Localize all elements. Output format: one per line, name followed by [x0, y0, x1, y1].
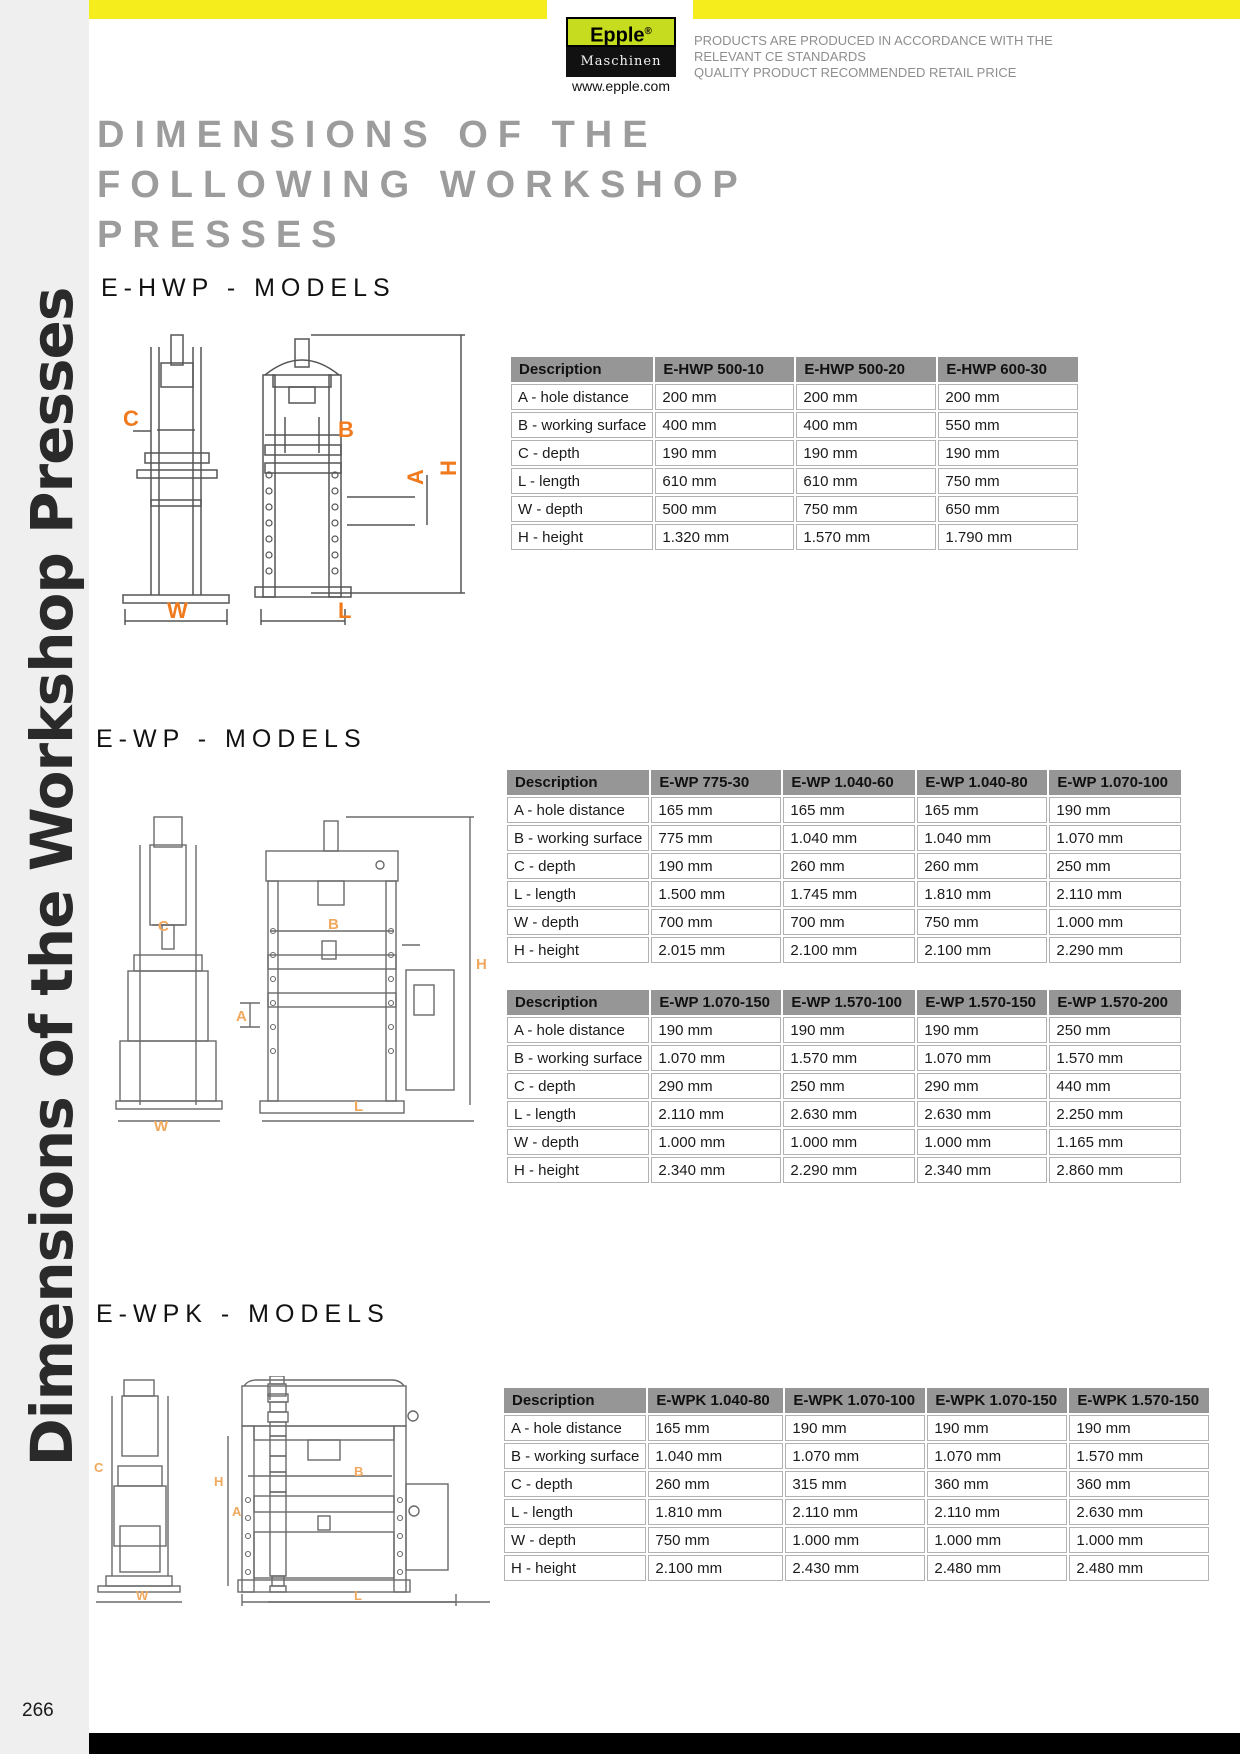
- column-header: Description: [504, 1388, 646, 1413]
- column-header: E-WPK 1.070-150: [927, 1388, 1067, 1413]
- column-header: E-WP 1.070-100: [1049, 770, 1181, 795]
- table-cell: 190 mm: [917, 1017, 1047, 1043]
- table-cell: 2.250 mm: [1049, 1101, 1181, 1127]
- label-a: A: [232, 1504, 242, 1519]
- notice-line-3: QUALITY PRODUCT RECOMMENDED RETAIL PRICE: [694, 65, 1017, 80]
- table-cell: 1.000 mm: [927, 1527, 1067, 1553]
- label-w: W: [167, 598, 188, 623]
- table-cell: C - depth: [507, 853, 649, 879]
- column-header: E-WP 775-30: [651, 770, 781, 795]
- table-cell: 2.110 mm: [785, 1499, 925, 1525]
- logo-brand: Epple: [590, 24, 645, 47]
- table-cell: L - length: [507, 1101, 649, 1127]
- table-cell: 260 mm: [917, 853, 1047, 879]
- table-cell: 750 mm: [938, 468, 1078, 494]
- column-header: Description: [507, 990, 649, 1015]
- table-cell: 190 mm: [655, 440, 794, 466]
- label-l: L: [354, 1098, 364, 1115]
- table-cell: 1.790 mm: [938, 524, 1078, 550]
- table-cell: 610 mm: [655, 468, 794, 494]
- notice-line-2: RELEVANT CE STANDARDS: [694, 49, 866, 64]
- table-row: [504, 1499, 1209, 1525]
- column-header: E-HWP 500-20: [796, 357, 936, 382]
- table-cell: 1.000 mm: [1069, 1527, 1209, 1553]
- table-header-row: [507, 990, 1181, 1015]
- table-cell: 250 mm: [1049, 1017, 1181, 1043]
- table-cell: 315 mm: [785, 1471, 925, 1497]
- label-h: H: [436, 460, 461, 476]
- table-cell: 190 mm: [785, 1415, 925, 1441]
- table-row: [507, 1101, 1181, 1127]
- label-w: W: [154, 1118, 169, 1135]
- label-a: A: [236, 1008, 247, 1025]
- label-b: B: [328, 916, 339, 933]
- table-cell: C - depth: [511, 440, 653, 466]
- table-row: [507, 797, 1181, 823]
- column-header: E-WP 1.570-100: [783, 990, 915, 1015]
- table-cell: 2.100 mm: [648, 1555, 783, 1581]
- label-w: W: [136, 1588, 149, 1603]
- table-cell: 1.070 mm: [785, 1443, 925, 1469]
- table-cell: 2.290 mm: [1049, 937, 1181, 963]
- table-cell: W - depth: [507, 1129, 649, 1155]
- table-cell: 2.630 mm: [783, 1101, 915, 1127]
- table-cell: 2.860 mm: [1049, 1157, 1181, 1183]
- wpk-table: [502, 1386, 1211, 1583]
- hwp-drawing: [115, 325, 485, 630]
- label-l: L: [338, 598, 352, 623]
- table-cell: W - depth: [507, 909, 649, 935]
- column-header: E-WP 1.040-80: [917, 770, 1047, 795]
- table-row: [507, 1017, 1181, 1043]
- table-cell: 2.290 mm: [783, 1157, 915, 1183]
- table-cell: 260 mm: [648, 1471, 783, 1497]
- table-cell: 1.070 mm: [1049, 825, 1181, 851]
- column-header: Description: [511, 357, 653, 382]
- column-header: E-HWP 500-10: [655, 357, 794, 382]
- bottom-bar: [89, 1733, 1240, 1754]
- table-cell: 1.570 mm: [783, 1045, 915, 1071]
- table-row: [511, 496, 1078, 522]
- table-cell: H - height: [511, 524, 653, 550]
- section-title-wp: E-WP - MODELS: [96, 725, 367, 753]
- table-row: [507, 937, 1181, 963]
- table-cell: 1.040 mm: [783, 825, 915, 851]
- label-h: H: [476, 956, 487, 973]
- table-cell: 1.570 mm: [1049, 1045, 1181, 1071]
- logo-sub: Maschinen: [566, 47, 676, 77]
- table-cell: C - depth: [504, 1471, 646, 1497]
- wpk-drawing: [92, 1376, 502, 1610]
- label-b: B: [354, 1464, 364, 1479]
- table-cell: 1.000 mm: [917, 1129, 1047, 1155]
- section-title-wpk: E-WPK - MODELS: [96, 1300, 390, 1328]
- table-cell: A - hole distance: [507, 797, 649, 823]
- table-row: [507, 881, 1181, 907]
- table-row: [507, 1073, 1181, 1099]
- column-header: E-WP 1.570-150: [917, 990, 1047, 1015]
- table-cell: 165 mm: [783, 797, 915, 823]
- logo-url: www.epple.com: [571, 78, 671, 94]
- table-cell: 2.340 mm: [917, 1157, 1047, 1183]
- table-row: [507, 1129, 1181, 1155]
- table-cell: L - length: [504, 1499, 646, 1525]
- column-header: E-WP 1.070-150: [651, 990, 781, 1015]
- table-row: [507, 853, 1181, 879]
- table-cell: 290 mm: [651, 1073, 781, 1099]
- epple-logo: [566, 17, 676, 97]
- label-c: C: [94, 1460, 104, 1475]
- table-cell: 500 mm: [655, 496, 794, 522]
- table-cell: 2.110 mm: [1049, 881, 1181, 907]
- ce-notice: [694, 33, 1053, 81]
- table-cell: 190 mm: [1069, 1415, 1209, 1441]
- table-row: [511, 440, 1078, 466]
- table-cell: 1.000 mm: [651, 1129, 781, 1155]
- table-cell: 190 mm: [938, 440, 1078, 466]
- table-cell: 1.070 mm: [927, 1443, 1067, 1469]
- table-cell: 2.100 mm: [783, 937, 915, 963]
- table-cell: 2.630 mm: [917, 1101, 1047, 1127]
- table-cell: 1.000 mm: [1049, 909, 1181, 935]
- table-cell: 1.165 mm: [1049, 1129, 1181, 1155]
- table-cell: 1.500 mm: [651, 881, 781, 907]
- table-cell: 1.000 mm: [785, 1527, 925, 1553]
- table-cell: 440 mm: [1049, 1073, 1181, 1099]
- table-row: [511, 468, 1078, 494]
- table-cell: B - working surface: [504, 1443, 646, 1469]
- table-cell: 190 mm: [796, 440, 936, 466]
- label-c: C: [158, 918, 169, 935]
- table-cell: 775 mm: [651, 825, 781, 851]
- column-header: E-WPK 1.070-100: [785, 1388, 925, 1413]
- table-cell: H - height: [507, 1157, 649, 1183]
- table-cell: 2.015 mm: [651, 937, 781, 963]
- table-cell: 165 mm: [917, 797, 1047, 823]
- wp-table-2: [505, 988, 1183, 1185]
- table-cell: 165 mm: [648, 1415, 783, 1441]
- table-cell: B - working surface: [507, 825, 649, 851]
- table-cell: 1.000 mm: [783, 1129, 915, 1155]
- table-cell: 1.810 mm: [648, 1499, 783, 1525]
- page-title: DIMENSIONS OF THE FOLLOWING WORKSHOP PRESSES: [97, 114, 748, 256]
- logo-brand-box: [566, 17, 676, 47]
- table-cell: W - depth: [504, 1527, 646, 1553]
- table-cell: 250 mm: [1049, 853, 1181, 879]
- table-row: [511, 524, 1078, 550]
- table-cell: 190 mm: [651, 853, 781, 879]
- table-cell: 2.340 mm: [651, 1157, 781, 1183]
- table-cell: 400 mm: [796, 412, 936, 438]
- table-cell: 250 mm: [783, 1073, 915, 1099]
- table-cell: 650 mm: [938, 496, 1078, 522]
- table-cell: 1.570 mm: [796, 524, 936, 550]
- table-row: [507, 909, 1181, 935]
- table-cell: A - hole distance: [511, 384, 653, 410]
- table-row: [507, 1045, 1181, 1071]
- table-row: [504, 1527, 1209, 1553]
- table-cell: A - hole distance: [507, 1017, 649, 1043]
- table-cell: 1.070 mm: [917, 1045, 1047, 1071]
- table-cell: W - depth: [511, 496, 653, 522]
- top-bar-left: [89, 0, 547, 19]
- table-cell: 400 mm: [655, 412, 794, 438]
- table-cell: 260 mm: [783, 853, 915, 879]
- table-cell: 2.430 mm: [785, 1555, 925, 1581]
- table-cell: 1.320 mm: [655, 524, 794, 550]
- table-cell: 190 mm: [783, 1017, 915, 1043]
- table-cell: 190 mm: [1049, 797, 1181, 823]
- notice-line-1: PRODUCTS ARE PRODUCED IN ACCORDANCE WITH THE: [694, 33, 1053, 48]
- table-cell: 2.110 mm: [651, 1101, 781, 1127]
- column-header: E-WP 1.040-60: [783, 770, 915, 795]
- table-cell: 2.110 mm: [927, 1499, 1067, 1525]
- table-cell: 700 mm: [651, 909, 781, 935]
- table-cell: 1.570 mm: [1069, 1443, 1209, 1469]
- column-header: Description: [507, 770, 649, 795]
- table-cell: A - hole distance: [504, 1415, 646, 1441]
- logo-registered-mark: ®: [644, 26, 652, 37]
- table-cell: 750 mm: [648, 1527, 783, 1553]
- page-number: 266: [22, 1700, 54, 1721]
- top-bar-right: [693, 0, 1240, 19]
- column-header: E-HWP 600-30: [938, 357, 1078, 382]
- table-row: [511, 384, 1078, 410]
- column-header: E-WP 1.570-200: [1049, 990, 1181, 1015]
- column-header: E-WPK 1.570-150: [1069, 1388, 1209, 1413]
- table-cell: 1.070 mm: [651, 1045, 781, 1071]
- table-cell: 750 mm: [917, 909, 1047, 935]
- table-cell: 610 mm: [796, 468, 936, 494]
- table-row: [507, 825, 1181, 851]
- wp-drawing: [110, 805, 495, 1135]
- table-row: [504, 1443, 1209, 1469]
- table-cell: L - length: [511, 468, 653, 494]
- table-cell: 190 mm: [927, 1415, 1067, 1441]
- table-row: [504, 1471, 1209, 1497]
- table-cell: 1.040 mm: [648, 1443, 783, 1469]
- side-title: Dimensions of the Workshop Presses: [18, 287, 86, 1467]
- label-a: A: [403, 469, 428, 485]
- table-cell: 700 mm: [783, 909, 915, 935]
- table-cell: 190 mm: [651, 1017, 781, 1043]
- table-cell: C - depth: [507, 1073, 649, 1099]
- table-cell: 200 mm: [938, 384, 1078, 410]
- table-cell: 2.480 mm: [1069, 1555, 1209, 1581]
- label-l: L: [354, 1588, 362, 1603]
- table-row: [511, 412, 1078, 438]
- table-cell: 2.630 mm: [1069, 1499, 1209, 1525]
- table-header-row: [511, 357, 1078, 382]
- table-cell: 750 mm: [796, 496, 936, 522]
- label-b: B: [338, 417, 354, 442]
- table-cell: 165 mm: [651, 797, 781, 823]
- table-cell: H - height: [504, 1555, 646, 1581]
- table-row: [504, 1415, 1209, 1441]
- table-cell: 200 mm: [796, 384, 936, 410]
- table-row: [507, 1157, 1181, 1183]
- table-cell: H - height: [507, 937, 649, 963]
- table-cell: 360 mm: [1069, 1471, 1209, 1497]
- table-cell: 2.100 mm: [917, 937, 1047, 963]
- table-cell: 2.480 mm: [927, 1555, 1067, 1581]
- wp-table-1: [505, 768, 1183, 965]
- table-cell: 1.745 mm: [783, 881, 915, 907]
- table-cell: B - working surface: [507, 1045, 649, 1071]
- table-cell: L - length: [507, 881, 649, 907]
- table-cell: 550 mm: [938, 412, 1078, 438]
- table-cell: B - working surface: [511, 412, 653, 438]
- table-cell: 360 mm: [927, 1471, 1067, 1497]
- label-h: H: [214, 1474, 224, 1489]
- table-cell: 1.040 mm: [917, 825, 1047, 851]
- table-header-row: [507, 770, 1181, 795]
- column-header: E-WPK 1.040-80: [648, 1388, 783, 1413]
- table-header-row: [504, 1388, 1209, 1413]
- table-cell: 1.810 mm: [917, 881, 1047, 907]
- label-c: C: [123, 406, 139, 431]
- section-title-hwp: E-HWP - MODELS: [101, 274, 396, 302]
- hwp-table: [509, 355, 1080, 552]
- table-cell: 200 mm: [655, 384, 794, 410]
- table-row: [504, 1555, 1209, 1581]
- table-cell: 290 mm: [917, 1073, 1047, 1099]
